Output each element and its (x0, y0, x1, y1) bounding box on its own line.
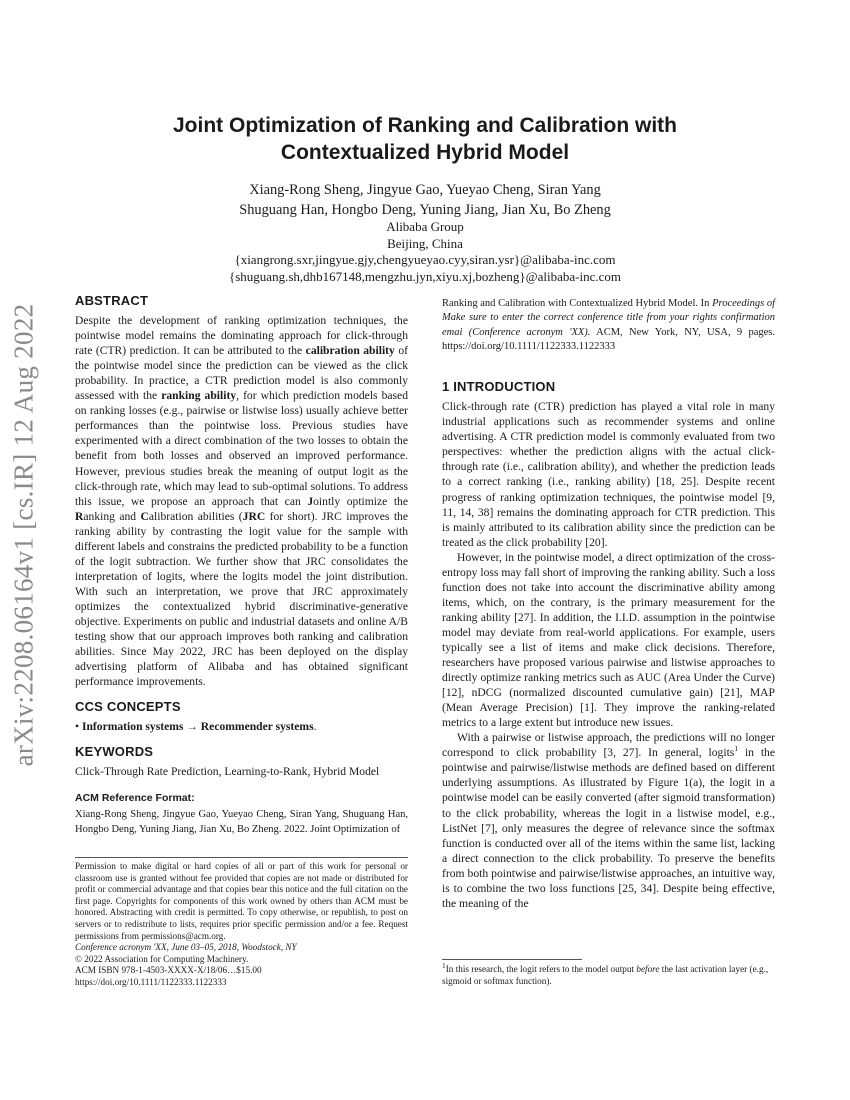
location: Beijing, China (387, 235, 463, 251)
acm-reference-text: Xiang-Rong Sheng, Jingyue Gao, Yueyao Cheng, Siran Yang, Shuguang Han, Hongbo Deng, Yuning Jiang, Jian Xu, Bo Zheng. 2022. Joint Optimization of (75, 809, 408, 835)
abstract-run: ointly optimize the (313, 494, 408, 508)
email-line-2: {shuguang.sh,dhb167148,mengzhu.jyn,xiyu.xj,bozheng}@alibaba-inc.com (229, 268, 621, 284)
arxiv-id: arXiv:2208.06164v1 [cs.IR] 12 Aug 2022 (8, 303, 39, 767)
abstract-bold: R (75, 509, 84, 523)
intro-paragraph-3 (442, 730, 775, 911)
affiliation-block (70, 219, 780, 285)
conference-info: Conference acronym 'XX, June 03–05, 2018, Woodstock, NY (75, 942, 297, 953)
intro-paragraph-2: However, in the pointwise model, a direct optimization of the cross-entropy loss may fall short of improving the ranking ability. Such a loss function does not take into account the discriminative ability among items, which, on the contrary, is the primary measurement for the ranking ability [27]. In addition, the I.I.D. assumption in the pointwise model may deviate from real-world applications. For example, users typically see a list of items and make click decisions. Therefore, researchers have proposed various pairwise and listwise approaches to directly optimize ranking metrics such as AUC (Area Under the Curve) [12], nDCG (normalized discounted cumulative gain) [21], MAP (Mean Average Precision) [1]. They improve the ranking-related metrics to a large extent but introduce new issues. (442, 550, 775, 730)
ref-run: ACM, New York, NY, USA, 9 pages. https://doi.org/10.1111/1122333.1122333 (442, 326, 775, 352)
abstract-run: anking and (83, 509, 141, 523)
title-line-1: Joint Optimization of Ranking and Calibration with (173, 114, 677, 137)
ccs-bullet: • (75, 720, 82, 734)
intro-run: in the pointwise and pairwise/listwise methods are defined based on different underlying assumptions. As illustrated by Figure 1(a), the logit in a pointwise model can be easily converted (after sigmoid transformation) to the click probability, whereas the logit in a listwise model, e.g., ListNet [7], only measures the degree of relevance since the softmax function is conducted over all of the items within the same list, lacking a direct connection to the click probability. To preserve the benefits from both pointwise and pairwise/listwise approaches, an intuitive way, is to combine the two loss functions [25, 34]. Despite being effective, the meaning of the (442, 746, 776, 910)
acm-reference-heading: ACM Reference Format: (75, 792, 195, 805)
keywords-text: Click-Through Rate Prediction, Learning-to-Rank, Hybrid Model (75, 765, 380, 779)
copyright: © 2022 Association for Computing Machinery. (75, 953, 249, 964)
acm-reference (75, 791, 408, 837)
abstract-run: Despite the development of ranking optimization techniques, the pointwise model remains the dominating approach for click-through rate (CTR) prediction. It can be attributed to the (75, 314, 408, 358)
footnote-run: In this research, the logit refers to the model output (445, 964, 637, 974)
permission-block (75, 857, 408, 989)
intro-run: With a pairwise or listwise approach, the predictions will no longer correspond to click probability [3, 27]. In general, logits (442, 731, 775, 760)
abstract-bold: calibration ability (305, 344, 395, 358)
footnote-text (442, 960, 775, 987)
author-list (70, 180, 780, 220)
footnote-run: the last activation layer (e.g., sigmoid or softmax function). (442, 964, 769, 986)
email-line-1: {xiangrong.sxr,jingyue.gjy,chengyueyao.cyy,siran.ysr}@alibaba-inc.com (234, 252, 616, 267)
authors-line-1: Xiang-Rong Sheng, Jingyue Gao, Yueyao Cheng, Siran Yang (249, 182, 601, 198)
ccs-end: . (313, 720, 317, 734)
abstract-run: , for which prediction models based on ranking losses (e.g., pairwise or listwise loss) usually achieve better performances than the pointwise loss. Previous studies have experimented with a direct combination of the two losses to obtain the benefit from both losses and observed an improved performance. However, previous studies break the meaning of output logit as the click-through rate, which may lead to sub-optimal solutions. To address this issue, we propose an approach that can (75, 389, 408, 508)
arxiv-watermark (2, 300, 46, 770)
permission-text-block (75, 858, 408, 989)
permission-text: Permission to make digital or hard copies of all or part of this work for personal or classroom use is granted without fee provided that copies are not made or distributed for profit or commercial advantage and that copies bear this notice and the full citation on the first page. Copyrights for components of this work owned by others than ACM must be honored. Abstracting with credit is permitted. To copy otherwise, or republish, to post on servers or to redistribute to lists, requires prior specific permission and/or a fee. Request permissions from permissions@acm.org. (75, 861, 408, 941)
ccs-section (75, 699, 408, 734)
right-column (442, 297, 775, 911)
ref-italic: Proceedings of Make sure to enter the correct conference title from your rights confirmation emai (Conference acronym 'XX). (442, 298, 776, 338)
intro-paragraph-1: Click-through rate (CTR) prediction has played a vital role in many industrial applications such as recommender systems and online advertising. A CTR prediction model is commonly evaluated from two perspectives: whether the prediction aligns with the actual click-through rate (i.e., calibration ability), and whether the prediction leads to a correct ranking (i.e., ranking ability) [18, 25]. Despite recent progress of ranking optimization techniques, the pointwise model [9, 11, 14, 38] remains the dominating approach for CTR prediction. This is mainly attributed to its calibration ability since the prediction can be treated as the click probability [20]. (442, 400, 775, 549)
paper-title (70, 112, 780, 166)
footnote-italic: before (636, 964, 660, 974)
abstract-bold: J (307, 494, 314, 508)
authors-line-2: Shuguang Han, Hongbo Deng, Yuning Jiang, Jian Xu, Bo Zheng (239, 202, 611, 218)
ccs-heading: CCS CONCEPTS (75, 699, 181, 715)
ccs-item (75, 719, 408, 734)
abstract-bold: JRC (242, 509, 266, 523)
affiliation: Alibaba Group (386, 219, 464, 234)
abstract-run: for short). JRC improves the ranking ability by contrasting the logit value for the sample with different labels and constrains the predicted probability to be a function of the logit subtraction. We further show that JRC consolidates the interpretation of logits, where the logits model the joint distribution. With such an interpretation, we prove that JRC approximately optimizes the contextualized hybrid discriminative-generative objective. Experiments on public and industrial datasets and online A/B testing show that our approach improves both ranking and calibration abilities. Since May 2022, JRC has been deployed on the display advertising platform of Alibaba and has obtained significant performance improvements. (75, 509, 409, 689)
footnote-marker[interactable]: 1 (734, 744, 739, 754)
footnote-block (442, 959, 775, 987)
introduction-heading: 1 INTRODUCTION (442, 379, 556, 395)
acm-reference-continued (442, 297, 775, 354)
footnote-number: 1 (442, 960, 446, 970)
abstract-bold: ranking ability (161, 389, 237, 403)
introduction-section (442, 379, 775, 911)
doi-link[interactable]: https://doi.org/10.1111/1122333.1122333 (75, 976, 227, 987)
abstract-section (75, 293, 408, 689)
keywords-section (75, 744, 408, 779)
title-line-2: Contextualized Hybrid Model (280, 141, 570, 164)
keywords-heading: KEYWORDS (75, 744, 154, 760)
abstract-text (75, 313, 408, 689)
ccs-concept: Information systems → Recommender systems (81, 720, 314, 734)
abstract-heading: ABSTRACT (75, 293, 149, 308)
ref-run: Ranking and Calibration with Contextualized Hybrid Model. In (442, 298, 713, 309)
abstract-run: of the pointwise model since the prediction can be viewed as the click probability. In practice, a CTR prediction model is also commonly assessed with the (75, 344, 408, 403)
isbn: ACM ISBN 978-1-4503-XXXX-X/18/06…$15.00 (75, 965, 262, 976)
abstract-bold: C (140, 509, 149, 523)
left-column (75, 293, 408, 837)
abstract-run: alibration abilities ( (148, 509, 243, 523)
